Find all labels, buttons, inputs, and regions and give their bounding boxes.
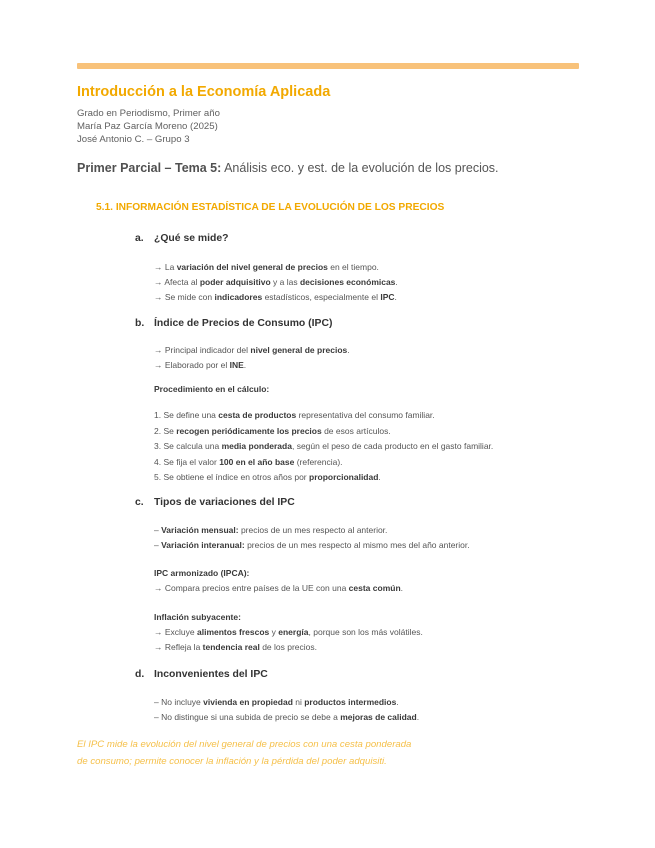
text-segment: – bbox=[154, 525, 162, 535]
section-heading: 5.1. INFORMACIÓN ESTADÍSTICA DE LA EVOLUCIÓN DE LOS PRECIOS bbox=[96, 202, 445, 213]
subsection-b-letter: b. bbox=[135, 318, 145, 329]
text-segment: 1. Se define una bbox=[154, 410, 219, 420]
text-segment: precios de un mes respecto al anterior. bbox=[238, 525, 388, 535]
text-segment: . bbox=[243, 360, 247, 370]
text-segment: y bbox=[269, 627, 279, 637]
bold-term: mejoras de calidad bbox=[340, 712, 417, 722]
text-segment: . bbox=[395, 277, 398, 287]
bold-term: alimentos frescos bbox=[197, 627, 270, 637]
text-segment: precios de un mes respecto al mismo mes del año anterior. bbox=[244, 540, 470, 550]
summary-line: El IPC mide la evolución del nivel general de precios con una cesta ponderada bbox=[77, 739, 412, 750]
subsection-a-line bbox=[154, 277, 398, 287]
bold-term: variación del nivel general de precios bbox=[176, 262, 328, 272]
text-segment: → Principal indicador del bbox=[154, 345, 251, 355]
text-segment: . bbox=[347, 345, 350, 355]
bold-term: productos intermedios bbox=[304, 697, 397, 707]
subsection-b-line bbox=[154, 360, 246, 370]
subsection-c-letter: c. bbox=[135, 497, 144, 508]
bold-term: Variación interanual: bbox=[161, 540, 245, 550]
text-segment: . bbox=[400, 583, 404, 593]
meta-group: José Antonio C. – Grupo 3 bbox=[77, 134, 190, 145]
bold-term: vivienda en propiedad bbox=[203, 697, 293, 707]
text-segment: – No incluye bbox=[154, 697, 204, 707]
header-accent-bar bbox=[77, 63, 579, 69]
subsection-a-line bbox=[154, 292, 397, 302]
text-segment: . bbox=[396, 697, 399, 707]
summary-line: de consumo; permite conocer la inflación y la pérdida del poder adquisiti. bbox=[77, 756, 387, 767]
subsection-d-letter: d. bbox=[135, 669, 145, 680]
document-title: Introducción a la Economía Aplicada bbox=[77, 84, 331, 100]
variation-type bbox=[154, 525, 387, 535]
text-segment: de esos artículos. bbox=[321, 426, 391, 436]
text-segment: . bbox=[394, 292, 397, 302]
meta-degree: Grado en Periodismo, Primer año bbox=[77, 108, 220, 119]
text-segment: de los precios. bbox=[259, 642, 318, 652]
subsection-b-title: Índice de Precios de Consumo (IPC) bbox=[154, 318, 333, 329]
text-segment: (referencia). bbox=[294, 457, 343, 467]
text-segment: 2. Se bbox=[154, 426, 177, 436]
drawback-line bbox=[154, 697, 399, 707]
text-segment: en el tiempo. bbox=[327, 262, 379, 272]
subsection-b-line bbox=[154, 345, 350, 355]
text-segment: → Compara precios entre países de la UE con una bbox=[154, 583, 349, 593]
bold-term: cesta común bbox=[348, 583, 401, 593]
ipca-line bbox=[154, 583, 403, 593]
ipca-label: IPC armonizado (IPCA): bbox=[154, 568, 250, 578]
procedure-step bbox=[154, 472, 381, 482]
procedure-step bbox=[154, 426, 391, 436]
bold-term: cesta de productos bbox=[218, 410, 297, 420]
text-segment: → Excluye bbox=[154, 627, 197, 637]
subsection-c-title: Tipos de variaciones del IPC bbox=[154, 497, 295, 508]
subsection-a-title: ¿Qué se mide? bbox=[154, 233, 229, 244]
procedure-step bbox=[154, 457, 343, 467]
text-segment: → Afecta al bbox=[154, 277, 200, 287]
core-inflation-line bbox=[154, 642, 317, 652]
core-inflation-label: Inflación subyacente: bbox=[154, 612, 241, 622]
text-segment: 3. Se calcula una bbox=[154, 441, 222, 451]
drawback-line bbox=[154, 712, 419, 722]
procedure-step bbox=[154, 441, 493, 451]
text-segment: – bbox=[154, 540, 162, 550]
text-segment: representativa del consumo familiar. bbox=[296, 410, 435, 420]
bold-term: IPC bbox=[380, 292, 395, 302]
text-segment: , porque son los más volátiles. bbox=[308, 627, 423, 637]
variation-type bbox=[154, 540, 470, 550]
subsection-d-title: Inconvenientes del IPC bbox=[154, 669, 268, 680]
text-segment: y a las bbox=[270, 277, 300, 287]
bold-term: media ponderada bbox=[221, 441, 292, 451]
bold-term: nivel general de precios bbox=[250, 345, 348, 355]
procedure-label: Procedimiento en el cálculo: bbox=[154, 384, 270, 394]
exam-topic-text: Análisis eco. y est. de la evolución de los precios. bbox=[221, 161, 499, 175]
text-segment: → Refleja la bbox=[154, 642, 203, 652]
bold-term: INE bbox=[229, 360, 244, 370]
bold-term: poder adquisitivo bbox=[199, 277, 271, 287]
subsection-a-letter: a. bbox=[135, 233, 144, 244]
bold-term: 100 en el año base bbox=[219, 457, 295, 467]
text-segment: , según el peso de cada producto en el gasto familiar. bbox=[291, 441, 494, 451]
bold-term: recogen periódicamente los precios bbox=[176, 426, 322, 436]
text-segment: 5. Se obtiene el índice en otros años por bbox=[154, 472, 309, 482]
text-segment: – No distingue si una subida de precio se debe a bbox=[154, 712, 341, 722]
text-segment: → Se mide con bbox=[154, 292, 215, 302]
text-segment: ni bbox=[292, 697, 305, 707]
bold-term: indicadores bbox=[214, 292, 263, 302]
subsection-a-line bbox=[154, 262, 379, 272]
core-inflation-line bbox=[154, 627, 423, 637]
text-segment: . bbox=[378, 472, 381, 482]
procedure-step bbox=[154, 410, 435, 420]
bold-term: tendencia real bbox=[202, 642, 260, 652]
text-segment: estadísticos, especialmente el bbox=[262, 292, 381, 302]
text-segment: → La bbox=[154, 262, 177, 272]
text-segment: 4. Se fija el valor bbox=[154, 457, 220, 467]
bold-term: energía bbox=[278, 627, 309, 637]
bold-term: decisiones económicas bbox=[299, 277, 396, 287]
exam-topic-label: Primer Parcial – Tema 5: bbox=[77, 161, 222, 175]
bold-term: proporcionalidad bbox=[309, 472, 379, 482]
text-segment: . bbox=[416, 712, 420, 722]
exam-topic bbox=[77, 161, 499, 175]
bold-term: Variación mensual: bbox=[161, 525, 239, 535]
meta-author: María Paz García Moreno (2025) bbox=[77, 121, 218, 132]
text-segment: → Elaborado por el bbox=[154, 360, 230, 370]
